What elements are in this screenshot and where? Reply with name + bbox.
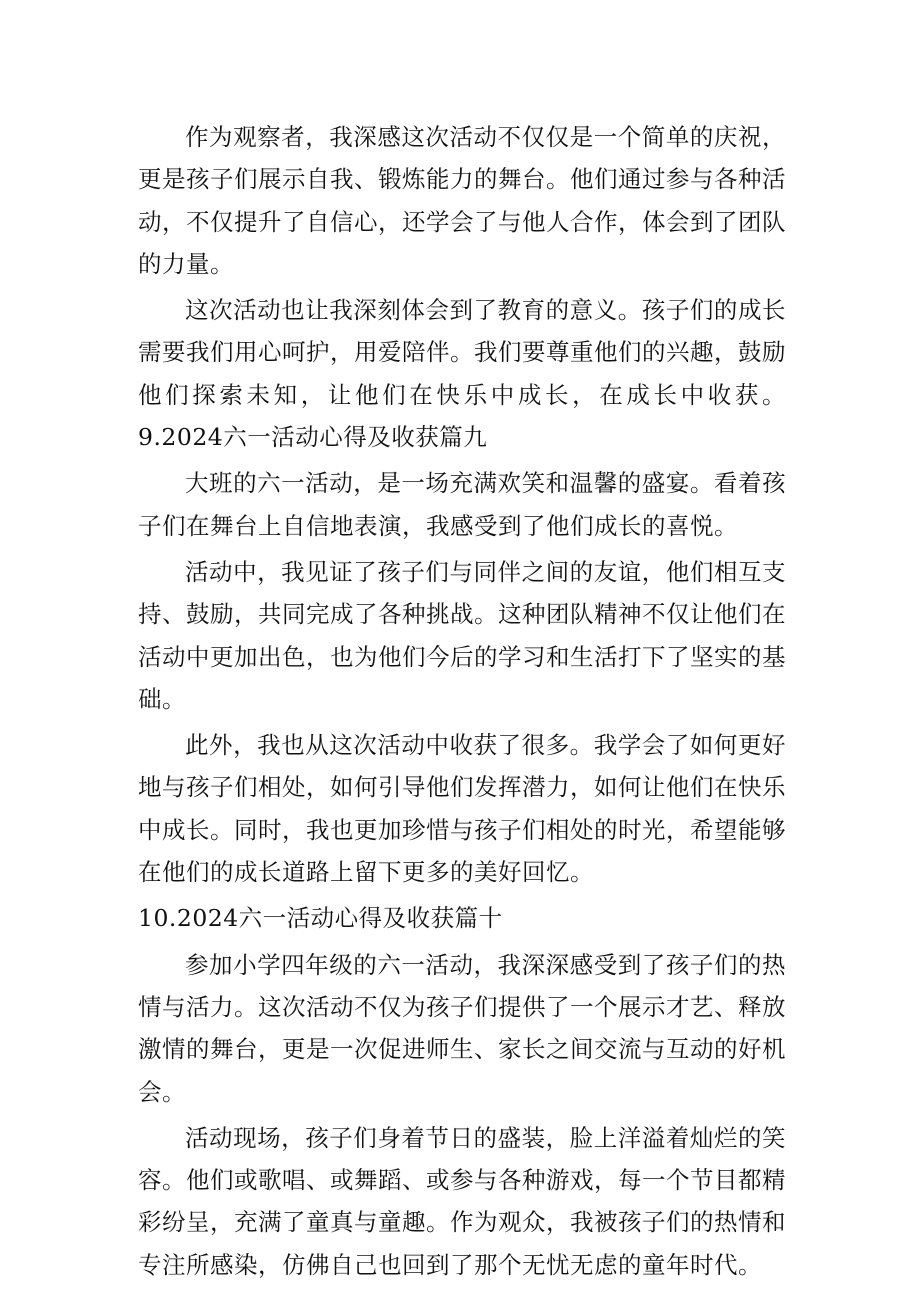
paragraph: 作为观察者，我深感这次活动不仅仅是一个简单的庆祝，更是孩子们展示自我、锻炼能力的舞台。他们通过参与各种活动，不仅提升了自信心，还学会了与他人合作，体会到了团队的力量。 (138, 123, 786, 278)
document-body (138, 116, 786, 1290)
paragraph: 大班的六一活动，是一场充满欢笑和温馨的盛宴。看着孩子们在舞台上自信地表演，我感受到了他们成长的喜悦。 (138, 469, 786, 540)
paragraph: 活动现场，孩子们身着节日的盛装，脸上洋溢着灿烂的笑容。他们或歌唱、或舞蹈、或参与各种游戏，每一个节目都精彩纷呈，充满了童真与童趣。作为观众，我被孩子们的热情和专注所感染，仿佛自己也回到了那个无忧无虑的童年时代。 (138, 1123, 786, 1279)
paragraph: 这次活动也让我深刻体会到了教育的意义。孩子们的成长需要我们用心呵护，用爱陪伴。我们要尊重他们的兴趣，鼓励他们探索未知，让他们在快乐中成长，在成长中收获。9.2024六一活动心得及收获篇九 (138, 296, 786, 452)
paragraph: 活动中，我见证了孩子们与同伴之间的友谊，他们相互支持、鼓励，共同完成了各种挑战。这种团队精神不仅让他们在活动中更加出色，也为他们今后的学习和生活打下了坚实的基础。 (138, 557, 786, 713)
paragraph: 参加小学四年级的六一活动，我深深感受到了孩子们的热情与活力。这次活动不仅为孩子们提供了一个展示才艺、释放激情的舞台，更是一次促进师生、家长之间交流与互动的好机会。 (138, 950, 786, 1106)
section-heading: 10.2024六一活动心得及收获篇十 (138, 904, 503, 933)
paragraph: 此外，我也从这次活动中收获了很多。我学会了如何更好地与孩子们相处，如何引导他们发挥潜力，如何让他们在快乐中成长。同时，我也更加珍惜与孩子们相处的时光，希望能够在他们的成长道路上留下更多的美好回忆。 (138, 731, 786, 887)
